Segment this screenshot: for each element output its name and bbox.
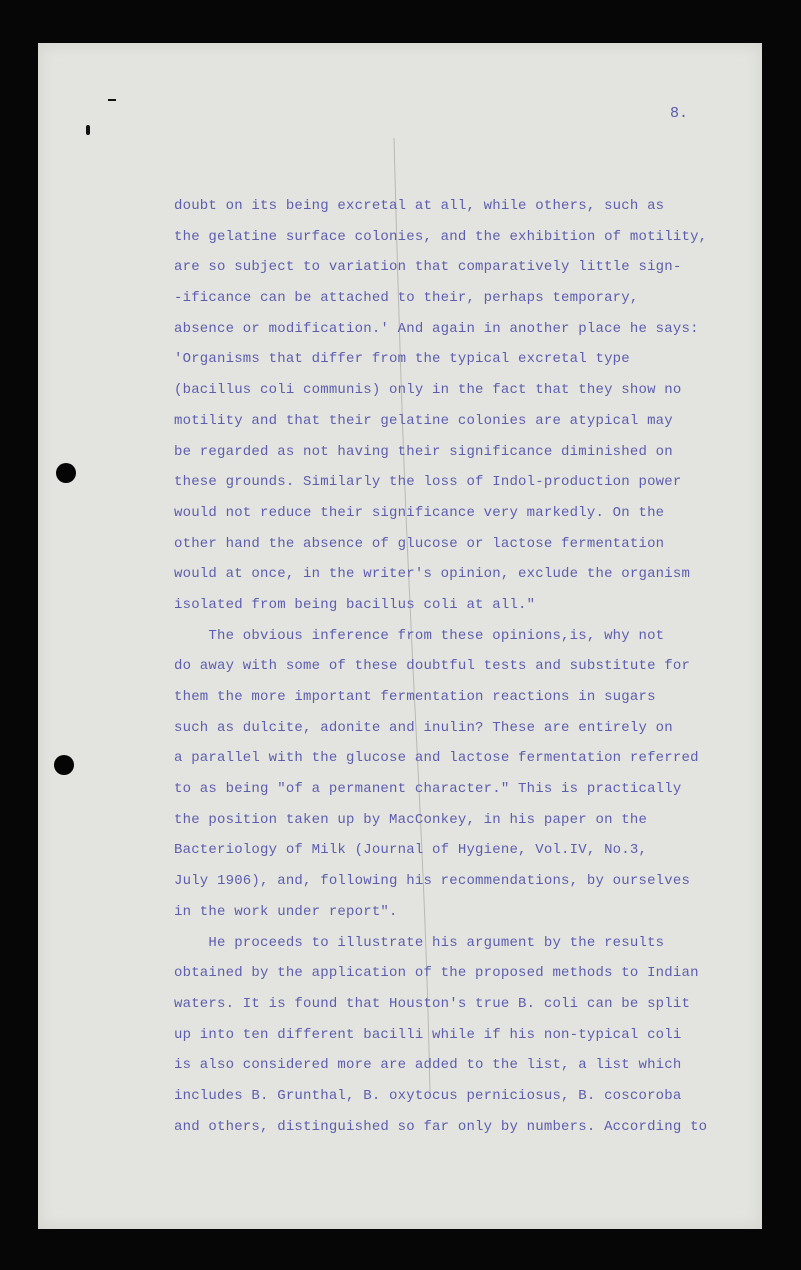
text-line: such as dulcite, adonite and inulin? These are entirely on [174, 719, 673, 736]
text-line: a parallel with the glucose and lactose fermentation referred [174, 750, 699, 767]
text-line: obtained by the application of the proposed methods to Indian [174, 965, 699, 982]
text-line: in the work under report". [174, 903, 398, 920]
text-line: includes B. Grunthal, B. oxytocus perniciosus, B. coscoroba [174, 1087, 682, 1104]
paper-sheet [38, 43, 762, 1229]
text-line: -ificance can be attached to their, perhaps temporary, [174, 290, 639, 307]
text-line: up into ten different bacilli while if his non-typical coli [174, 1026, 682, 1043]
text-line: other hand the absence of glucose or lactose fermentation [174, 535, 665, 552]
text-line: (bacillus coli communis) only in the fact that they show no [174, 382, 682, 399]
punch-hole-icon [56, 463, 76, 483]
text-line: He proceeds to illustrate his argument by the results [174, 934, 665, 951]
text-line: motility and that their gelatine colonies are atypical may [174, 412, 673, 429]
text-line: them the more important fermentation reactions in sugars [174, 689, 656, 705]
text-line: is also considered more are added to the list, a list which [174, 1057, 682, 1074]
punch-hole-icon [54, 755, 74, 775]
text-line: doubt on its being excretal at all, while others, such as [174, 198, 665, 214]
text-line: to as being "of a permanent character." This is practically [174, 781, 682, 798]
text-line: 'Organisms that differ from the typical excretal type [174, 351, 630, 368]
text-line: and others, distinguished so far only by numbers. According to [174, 1118, 708, 1135]
text-line: The obvious inference from these opinions,is, why not [174, 627, 665, 644]
text-line: absence or modification.' And again in another place he says: [174, 320, 699, 337]
text-line: be regarded as not having their significance diminished on [174, 443, 673, 460]
text-line: do away with some of these doubtful tests and substitute for [174, 658, 691, 675]
typed-text-body [174, 191, 754, 1142]
text-line: isolated from being bacillus coli at all." [174, 596, 536, 613]
text-line: the position taken up by MacConkey, in his paper on the [174, 811, 648, 828]
page-number: 8. [670, 105, 689, 122]
text-line: July 1906), and, following his recommendations, by ourselves [174, 873, 691, 890]
text-line: would at once, in the writer's opinion, exclude the organism [174, 566, 691, 583]
text-line: waters. It is found that Houston's true B. coli can be split [174, 995, 691, 1012]
text-line: would not reduce their significance very markedly. On the [174, 504, 665, 521]
ink-mark-icon [86, 125, 90, 135]
text-line: are so subject to variation that comparatively little sign- [174, 259, 682, 276]
ink-mark-icon [108, 99, 116, 101]
text-line: these grounds. Similarly the loss of Indol-production power [174, 474, 682, 491]
text-line: Bacteriology of Milk (Journal of Hygiene, Vol.IV, No.3, [174, 842, 648, 859]
text-line: the gelatine surface colonies, and the exhibition of motility, [174, 228, 708, 245]
